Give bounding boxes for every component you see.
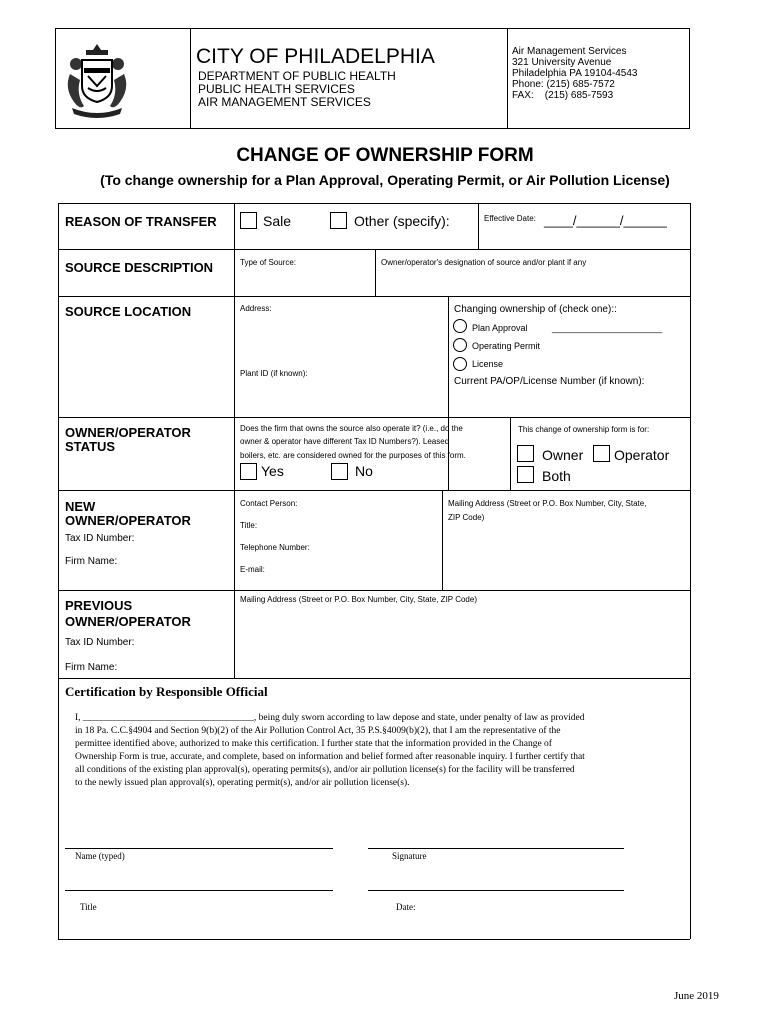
address-line-1: Air Management Services (512, 46, 627, 57)
form-is-for-label: This change of ownership form is for: (518, 425, 650, 434)
both-checkbox[interactable] (517, 466, 534, 483)
yes-checkbox[interactable] (240, 463, 257, 480)
city-title: CITY OF PHILADELPHIA (196, 45, 435, 68)
grid-right-reason (690, 203, 691, 296)
new-owner-label-1: NEW (65, 499, 96, 514)
new-title-field[interactable]: Title: (240, 521, 258, 530)
effective-date-blank[interactable]: ____/______/______ (544, 213, 667, 228)
address-line-4: Phone: (215) 685-7572 (512, 79, 615, 90)
dept-line-2: PUBLIC HEALTH SERVICES (198, 82, 355, 96)
type-of-source-field[interactable]: Type of Source: (240, 258, 297, 267)
grid-right-prev (690, 590, 691, 939)
grid-bottom (58, 939, 690, 940)
new-firm-name-field[interactable]: Firm Name: (65, 556, 118, 567)
prev-firm-name-field[interactable]: Firm Name: (65, 662, 118, 673)
grid-right-location (690, 296, 691, 417)
sale-label: Sale (263, 213, 292, 229)
plan-approval-label: Plan Approval (472, 323, 528, 333)
both-label: Both (542, 468, 571, 484)
form-subtitle: (To change ownership for a Plan Approval, Operating Permit, or Air Pollution License) (100, 172, 670, 188)
grid-row-6 (58, 590, 690, 591)
grid-row-2 (58, 249, 690, 250)
grid-new-split (442, 490, 443, 590)
date-line[interactable] (368, 890, 624, 891)
date-label: Date: (396, 902, 416, 912)
source-location-label: SOURCE LOCATION (65, 304, 192, 319)
title-line[interactable] (65, 890, 333, 891)
new-owner-label-2: OWNER/OPERATOR (65, 513, 191, 528)
operating-permit-radio[interactable] (453, 338, 467, 352)
owner-checkbox[interactable] (517, 445, 534, 462)
grid-status-split (510, 417, 511, 490)
form-left-border (58, 203, 59, 939)
grid-reason-split (478, 203, 479, 249)
prev-tax-id-field[interactable]: Tax ID Number: (65, 637, 135, 648)
source-desc-label: SOURCE DESCRIPTION (65, 260, 214, 275)
new-mailing-address-1[interactable]: Mailing Address (Street or P.O. Box Number, City, State, (448, 499, 647, 508)
header-divider-left (190, 28, 191, 129)
owner-label: Owner (542, 447, 584, 463)
status-label-1: OWNER/OPERATOR (65, 425, 191, 440)
name-typed-label: Name (typed) (75, 851, 125, 861)
operating-permit-label: Operating Permit (472, 341, 541, 351)
form-title: CHANGE OF OWNERSHIP FORM (236, 145, 534, 166)
grid-top (58, 203, 690, 204)
operator-label: Operator (614, 447, 670, 463)
other-checkbox[interactable] (330, 212, 347, 229)
cert-line-3: permittee identified above, authorized to make this certification. I further state that the information provided in the Change of (75, 739, 552, 749)
footer-date: June 2019 (674, 990, 719, 1002)
other-label: Other (specify): (354, 213, 450, 229)
address-field[interactable]: Address: (240, 304, 272, 313)
status-question-1: Does the firm that owns the source also operate it? (i.e., do the (240, 424, 463, 433)
title-label: Title (80, 902, 97, 912)
address-line-5: FAX: (215) 685-7593 (512, 90, 614, 101)
no-label: No (355, 463, 373, 479)
reason-label: REASON OF TRANSFER (65, 214, 217, 229)
new-tax-id-field[interactable]: Tax ID Number: (65, 533, 135, 544)
no-checkbox[interactable] (331, 463, 348, 480)
grid-desc-split (375, 249, 376, 296)
status-question-2: owner & operator have different Tax ID Numbers?). Leased (240, 437, 450, 446)
grid-row-5 (58, 490, 690, 491)
changing-ownership-label: Changing ownership of (check one):: (454, 304, 617, 315)
license-label: License (472, 359, 504, 369)
address-line-2: 321 University Avenue (512, 57, 612, 68)
grid-row-7 (58, 678, 690, 679)
name-signature-line[interactable] (65, 848, 333, 849)
cert-line-2: in 18 Pa. C.C.§4904 and Section 9(b)(2) of the Air Pollution Control Act, 35 P.S.§4009(b)(2), that I am the representative of the (75, 726, 561, 736)
cert-heading: Certification by Responsible Official (65, 684, 268, 699)
plant-id-field[interactable]: Plant ID (if known): (240, 369, 308, 378)
grid-row-4 (58, 417, 690, 418)
designation-field[interactable]: Owner/operator's designation of source and/or plant if any (381, 258, 587, 267)
prev-mailing-address-field[interactable]: Mailing Address (Street or P.O. Box Number, City, State, ZIP Code) (240, 595, 477, 604)
new-mailing-address-2: ZIP Code) (448, 513, 485, 522)
dept-line-1: DEPARTMENT OF PUBLIC HEALTH (198, 69, 396, 83)
prev-owner-label-1: PREVIOUS (65, 598, 133, 613)
license-radio[interactable] (453, 357, 467, 371)
dept-line-3: AIR MANAGEMENT SERVICES (198, 95, 371, 109)
plan-approval-blank[interactable]: ______________________ (552, 323, 663, 333)
grid-row-3 (58, 296, 690, 297)
contact-person-field[interactable]: Contact Person: (240, 499, 298, 508)
grid-right-status (690, 417, 691, 590)
form-label-col-border (234, 203, 235, 678)
cert-line-5: all conditions of the existing plan approval(s), operating permits(s), and/or air pollution license(s) for the facility will be transferred (75, 765, 575, 775)
email-field[interactable]: E-mail: (240, 565, 265, 574)
status-label-2: STATUS (65, 439, 116, 454)
signature-line[interactable] (368, 848, 624, 849)
cert-line-4: Ownership Form is true, accurate, and complete, based on information and belief formed after reasonable inquiry. I further certify that (75, 752, 585, 762)
effective-date-label: Effective Date: (484, 214, 536, 223)
cert-line-1: I, ____________________________________, being duly sworn according to law depose and state, under penalty of law as provided (75, 713, 585, 723)
yes-label: Yes (261, 463, 284, 479)
current-number-field[interactable]: Current PA/OP/License Number (if known): (454, 376, 645, 387)
status-question-3: boilers, etc. are considered owned for the purposes of this form. (240, 451, 466, 460)
city-seal-icon (62, 40, 132, 120)
signature-label: Signature (392, 851, 427, 861)
plan-approval-radio[interactable] (453, 319, 467, 333)
sale-checkbox[interactable] (240, 212, 257, 229)
operator-checkbox[interactable] (593, 445, 610, 462)
address-line-3: Philadelphia PA 19104-4543 (512, 68, 638, 79)
prev-owner-label-2: OWNER/OPERATOR (65, 614, 191, 629)
header-divider-right (507, 28, 508, 129)
cert-line-6: to the newly issued plan approval(s), operating permit(s), and/or air pollution license(s). (75, 778, 410, 788)
telephone-field[interactable]: Telephone Number: (240, 543, 310, 552)
